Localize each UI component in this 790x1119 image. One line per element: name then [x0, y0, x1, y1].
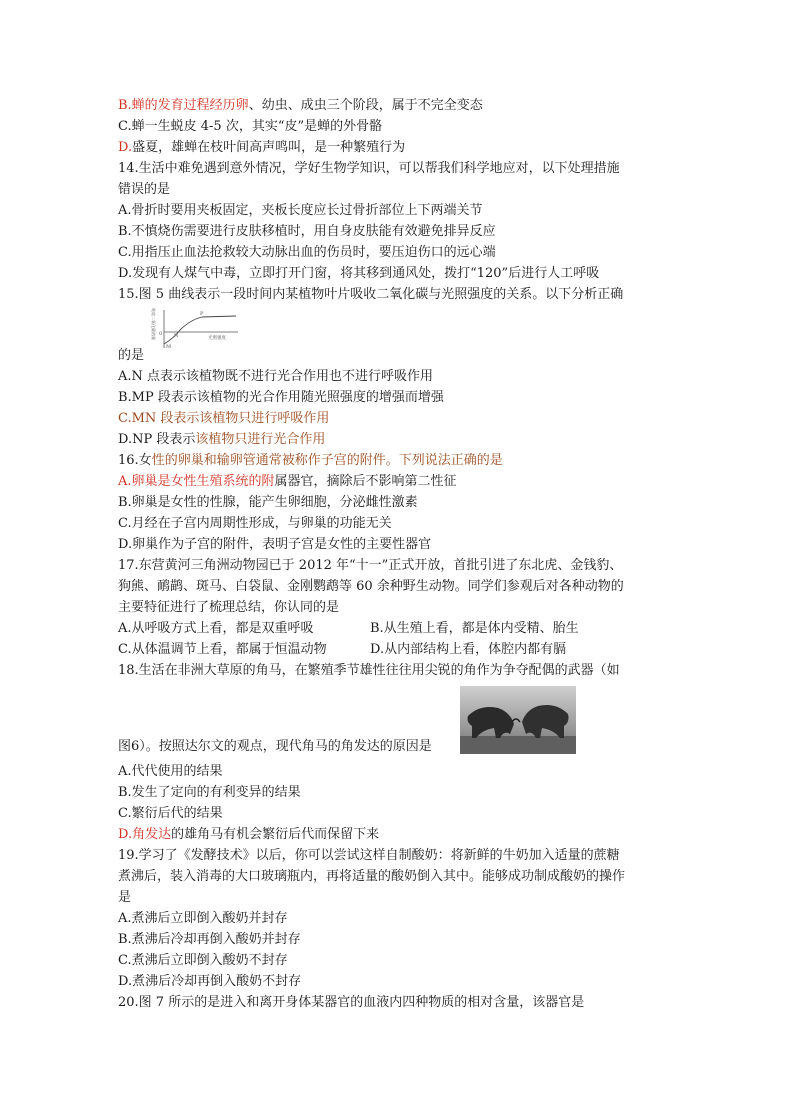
q16-option-b: B.卵巢是女性的性腺，能产生卵细胞，分泌雌性激素 — [118, 495, 418, 510]
q18-stem-line1: 18.生活在非洲大草原的角马，在繁殖季节雄性往往用尖锐的角作为争夺配偶的武器（如 — [118, 663, 620, 678]
q17-option-b: B.从生殖上看，都是体内受精、胎生 — [370, 621, 579, 636]
q19-option-d: D.煮沸后冷却再倒入酸奶不封存 — [118, 974, 302, 989]
fig5-ylabel: 吸收二氧化碳的量 — [151, 308, 156, 340]
fig5-xlabel: 光照强度 — [208, 336, 226, 341]
q14-option-a: A.骨折时要用夹板固定，夹板长度应长过骨折部位上下两端关节 — [118, 203, 483, 218]
q14-option-d: D.发现有人煤气中毒，立即打开门窗，将其移到通风处，拨打“120”后进行人工呼吸 — [118, 266, 600, 281]
fig5-label-p: P — [200, 311, 204, 317]
q15-stem-line2: 的是 — [118, 348, 145, 363]
figure-5-curve — [150, 308, 240, 350]
q13-option-b: B.蝉的发育过程经历卵、幼虫、成虫三个阶段，属于不完全变态 — [118, 98, 483, 113]
q19-option-b: B.煮沸后冷却再倒入酸奶并封存 — [118, 932, 301, 947]
q17-option-a: A.从呼吸方式上看，都是双重呼吸 — [118, 621, 314, 636]
q17-stem-line1: 17.东营黄河三角洲动物园已于 2012 年“十一”正式开放，首批引进了东北虎、金钱豹、 — [118, 558, 623, 573]
q19-stem-line2: 煮沸后，装入消毒的大口玻璃瓶内，再将适量的酸奶倒入其中。能够成功制成酸奶的操作 — [118, 869, 626, 884]
q17-stem-line3: 主要特征进行了梳理总结，你认同的是 — [118, 600, 340, 615]
q18-option-d: D.角发达的雄角马有机会繁衍后代而保留下来 — [118, 827, 380, 842]
q15-stem-line1: 15.图 5 曲线表示一段时间内某植物叶片吸收二氧化碳与光照强度的关系。以下分析正确 — [118, 287, 624, 302]
q18-option-c: C.繁衍后代的结果 — [118, 806, 223, 821]
fig5-label-m: M — [166, 344, 172, 350]
q15-option-b: B.MP 段表示该植物的光合作用随光照强度的增强而增强 — [118, 390, 444, 405]
q20-stem: 20.图 7 所示的是进入和离开身体某器官的血液内四种物质的相对含量，该器官是 — [118, 995, 585, 1010]
q14-stem-line2: 错误的是 — [118, 182, 171, 197]
q17-options-row1 — [118, 619, 678, 639]
red-text: B.蝉的发育过程经历卵 — [118, 98, 249, 113]
q18-option-a: A.代代使用的结果 — [118, 764, 223, 779]
q14-option-c: C.用指压止血法抢救较大动脉出血的伤员时，要压迫伤口的远心端 — [118, 245, 496, 260]
q13-option-c: C.蝉一生蜕皮 4-5 次，其实“皮”是蝉的外骨骼 — [118, 119, 383, 134]
q14-option-b: B.不慎烧伤需要进行皮肤移植时，用自身皮肤能有效避免排异反应 — [118, 224, 496, 239]
q17-option-d: D.从内部结构上看，体腔内都有膈 — [370, 642, 567, 657]
q18-stem-line2: 图6）。按照达尔文的观点，现代角马的角发达的原因是 — [118, 739, 432, 754]
q17-stem-line2: 狗熊、鸸鹋、斑马、白袋鼠、金刚鹦鹉等 60 余种野生动物。同学们参观后对各种动物的 — [118, 579, 624, 594]
fig5-label-n: N — [174, 333, 179, 339]
q19-option-a: A.煮沸后立即倒入酸奶并封存 — [118, 911, 288, 926]
q17-options-row2 — [118, 640, 678, 660]
q16-option-c: C.月经在子宫内周期性形成，与卵巢的功能无关 — [118, 516, 392, 531]
q17-option-c: C.从体温调节上看，都属于恒温动物 — [118, 642, 327, 657]
q16-option-d: D.卵巢作为子宫的附件，表明子宫是女性的主要性器官 — [118, 537, 432, 552]
q19-stem-line3: 是 — [118, 890, 132, 905]
q16-option-a: A.卵巢是女性生殖系统的附属器官，摘除后不影响第二性征 — [118, 474, 457, 489]
fig5-origin: 0 — [159, 331, 163, 337]
q15-option-a: A.N 点表示该植物既不进行光合作用也不进行呼吸作用 — [118, 369, 434, 384]
q15-option-d: D.NP 段表示该植物只进行光合作用 — [118, 432, 326, 447]
q19-option-c: C.煮沸后立即倒入酸奶不封存 — [118, 953, 288, 968]
q19-stem-line1: 19.学习了《发酵技术》以后，你可以尝试这样自制酸奶：将新鲜的牛奶加入适量的蔗糖 — [118, 848, 620, 863]
q18-option-b: B.发生了定向的有利变异的结果 — [118, 785, 301, 800]
q16-stem: 16.女性的卵巢和输卵管通常被称作子宫的附件。下列说法正确的是 — [118, 453, 503, 468]
q14-stem-line1: 14.生活中难免遇到意外情况，学好生物学知识，可以帮我们科学地应对，以下处理措施 — [118, 161, 620, 176]
q13-option-d: D.盛夏，雄蝉在枝叶间高声鸣叫，是一种繁殖行为 — [118, 140, 406, 155]
q15-option-c: C.MN 段表示该植物只进行呼吸作用 — [118, 411, 330, 426]
